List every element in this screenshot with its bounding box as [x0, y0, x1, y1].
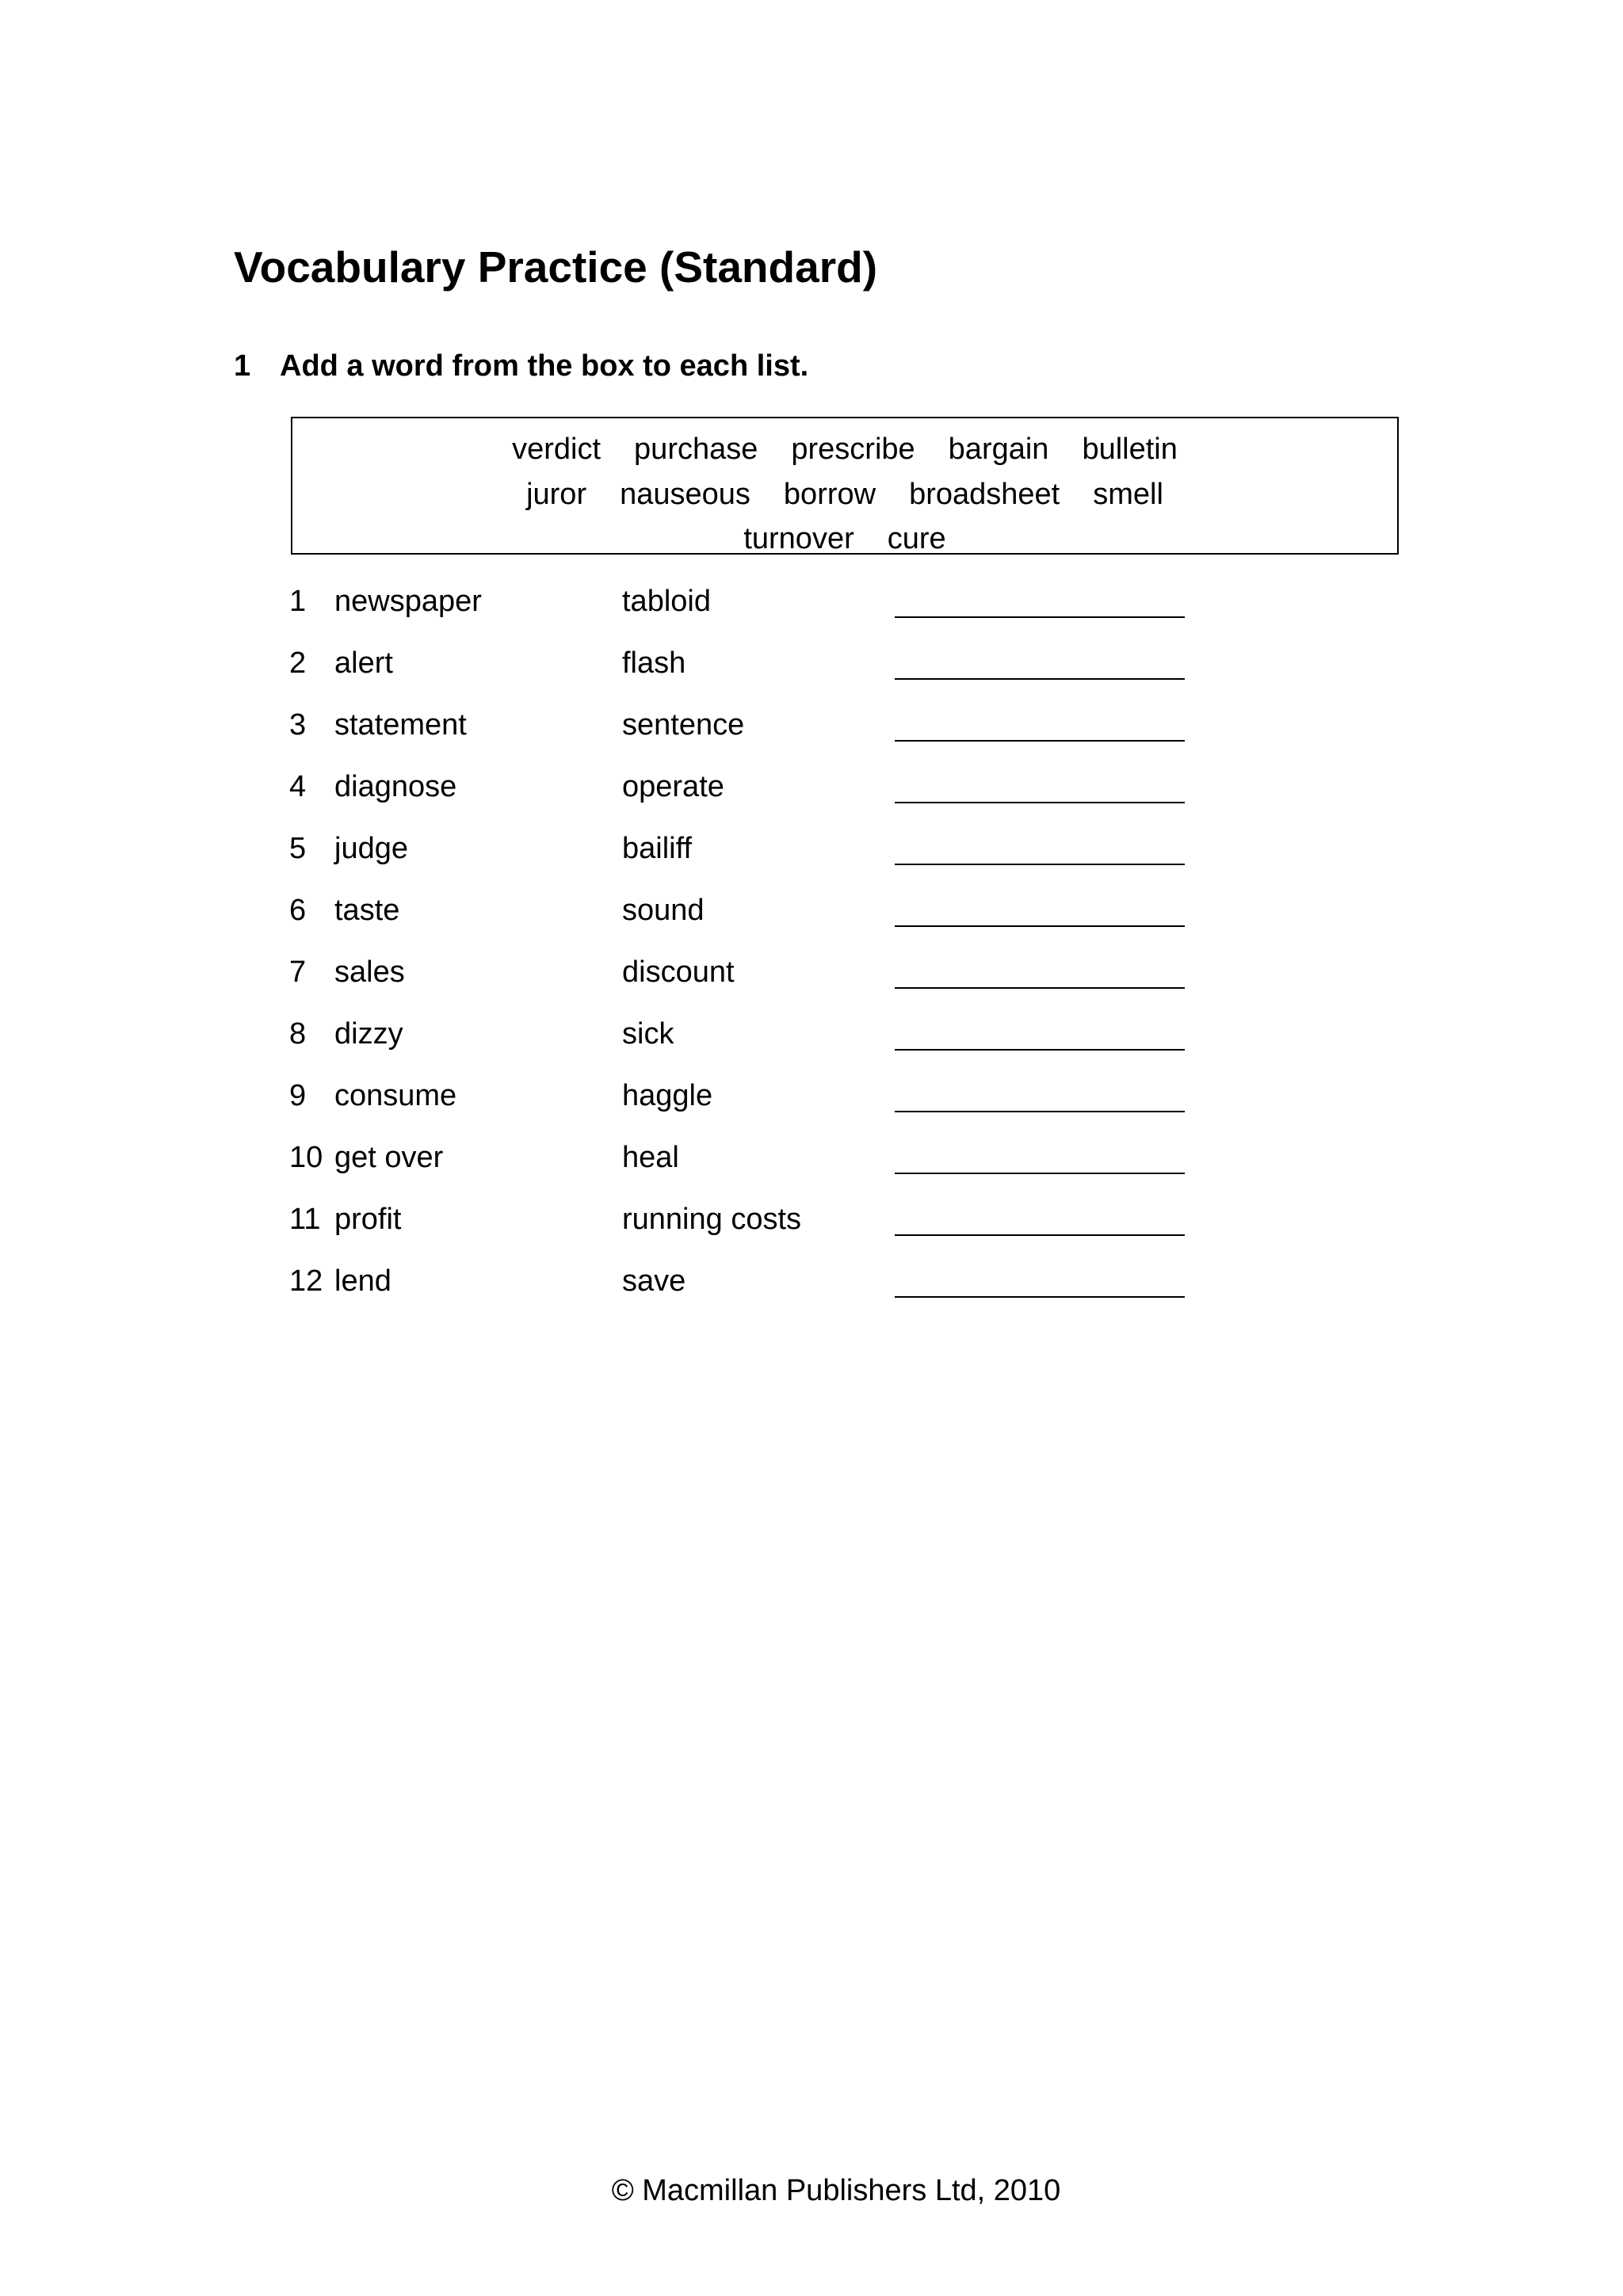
list-item — [289, 833, 1240, 895]
list-item — [289, 648, 1240, 710]
item-word-1: consume — [334, 1079, 457, 1112]
answer-blank[interactable] — [895, 987, 1185, 989]
word-box-word: smell — [1093, 478, 1163, 511]
exercise-instruction: Add a word from the box to each list. — [280, 349, 809, 383]
list-item — [289, 710, 1240, 772]
item-number: 8 — [289, 1017, 307, 1051]
list-item — [289, 1142, 1240, 1204]
item-number: 1 — [289, 585, 307, 618]
item-word-1: taste — [334, 894, 400, 927]
item-number: 11 — [289, 1203, 321, 1236]
page-title: Vocabulary Practice (Standard) — [234, 242, 878, 292]
answer-blank[interactable] — [895, 1173, 1185, 1174]
item-word-2: sentence — [622, 708, 745, 742]
word-box-word: bargain — [948, 433, 1049, 466]
item-word-1: alert — [334, 646, 393, 680]
answer-blank[interactable] — [895, 802, 1185, 803]
word-box-word: bulletin — [1082, 433, 1178, 466]
item-word-2: operate — [622, 770, 724, 803]
item-word-1: profit — [334, 1203, 402, 1236]
item-word-1: sales — [334, 955, 405, 989]
item-word-2: sick — [622, 1017, 674, 1051]
item-word-2: bailiff — [622, 832, 693, 865]
word-box-word: nauseous — [620, 478, 750, 511]
exercise-heading — [234, 351, 808, 381]
list-item — [289, 1081, 1240, 1142]
item-number: 4 — [289, 770, 307, 803]
copyright-footer: © Macmillan Publishers Ltd, 2010 — [611, 2174, 1061, 2207]
list-item — [289, 895, 1240, 957]
item-list — [289, 586, 1240, 1328]
exercise-number: 1 — [234, 349, 251, 383]
word-box-word: turnover — [743, 522, 854, 555]
item-number: 6 — [289, 894, 307, 927]
list-item — [289, 1204, 1240, 1266]
item-number: 12 — [289, 1264, 323, 1298]
list-item — [289, 1266, 1240, 1328]
answer-blank[interactable] — [895, 616, 1185, 618]
answer-blank[interactable] — [895, 678, 1185, 680]
answer-blank[interactable] — [895, 1049, 1185, 1051]
item-word-2: flash — [622, 646, 686, 680]
word-box — [291, 417, 1399, 555]
word-box-word: purchase — [634, 433, 758, 466]
item-word-1: diagnose — [334, 770, 457, 803]
item-word-2: discount — [622, 955, 735, 989]
item-word-2: save — [622, 1264, 686, 1298]
list-item — [289, 772, 1240, 833]
item-word-1: newspaper — [334, 585, 482, 618]
item-word-1: get over — [334, 1141, 444, 1174]
word-box-word: prescribe — [791, 433, 915, 466]
answer-blank[interactable] — [895, 864, 1185, 865]
word-box-word: borrow — [783, 478, 876, 511]
word-box-word: broadsheet — [909, 478, 1060, 511]
item-word-2: running costs — [622, 1203, 802, 1236]
item-number: 7 — [289, 955, 307, 989]
word-box-word: verdict — [512, 433, 601, 466]
word-box-line — [292, 479, 1397, 509]
word-box-line — [292, 434, 1397, 464]
item-word-1: dizzy — [334, 1017, 403, 1051]
answer-blank[interactable] — [895, 1234, 1185, 1236]
item-number: 10 — [289, 1141, 323, 1174]
answer-blank[interactable] — [895, 1296, 1185, 1298]
item-word-2: sound — [622, 894, 705, 927]
list-item — [289, 1019, 1240, 1081]
answer-blank[interactable] — [895, 925, 1185, 927]
word-box-line — [292, 524, 1397, 554]
item-word-1: statement — [334, 708, 467, 742]
answer-blank[interactable] — [895, 740, 1185, 742]
item-word-2: haggle — [622, 1079, 713, 1112]
item-word-2: heal — [622, 1141, 679, 1174]
word-box-word: cure — [887, 522, 946, 555]
list-item — [289, 957, 1240, 1019]
item-number: 2 — [289, 646, 307, 680]
item-word-1: lend — [334, 1264, 391, 1298]
answer-blank[interactable] — [895, 1111, 1185, 1112]
item-word-1: judge — [334, 832, 408, 865]
item-number: 9 — [289, 1079, 307, 1112]
item-word-2: tabloid — [622, 585, 711, 618]
word-box-word: juror — [526, 478, 587, 511]
item-number: 3 — [289, 708, 307, 742]
list-item — [289, 586, 1240, 648]
item-number: 5 — [289, 832, 307, 865]
